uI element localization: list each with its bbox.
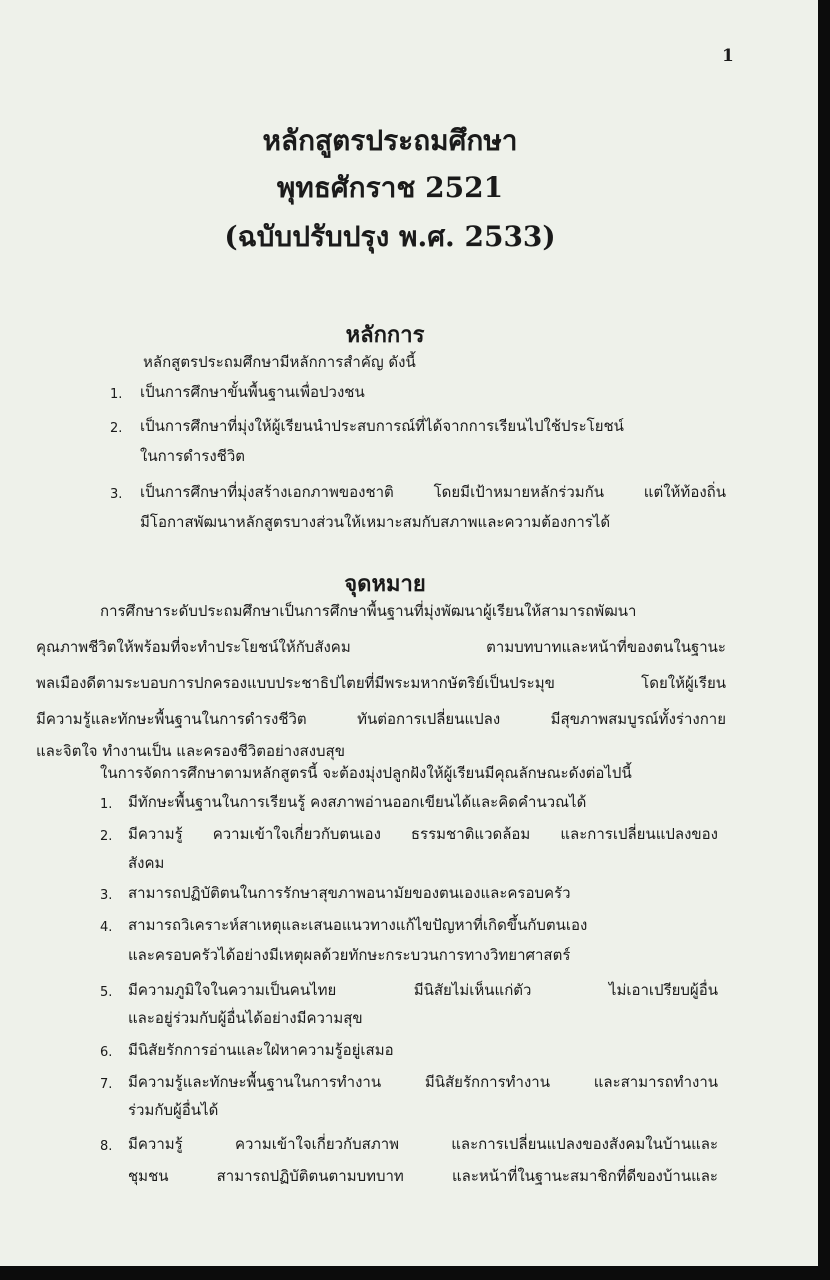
objective-item-2-line-1: มีความรู้ ความเข้าใจเกี่ยวกับตนเอง ธรรมชาติแวดล้อม และการเปลี่ยนแปลงของ — [128, 825, 718, 843]
document-title-line-2: พุทธศักราช 2521 — [276, 171, 504, 204]
objective-number: 6. — [100, 1045, 113, 1060]
objective-number: 2. — [100, 829, 113, 844]
objectives-intro: ในการจัดการศึกษาตามหลักสูตรนี้ จะต้องมุ่งปลูกฝังให้ผู้เรียนมีคุณลักษณะดังต่อไปนี้ — [100, 764, 632, 782]
objective-item-6: มีนิสัยรักการอ่านและใฝ่หาความรู้อยู่เสมอ — [128, 1041, 394, 1059]
principles-intro: หลักสูตรประถมศึกษามีหลักการสำคัญ ดังนี้ — [143, 353, 416, 371]
principle-number: 2. — [110, 421, 123, 436]
objectives-paragraph-line-4: มีความรู้และทักษะพื้นฐานในการดำรงชีวิต ทันต่อการเปลี่ยนแปลง มีสุขภาพสมบูรณ์ทั้งร่างกาย — [36, 710, 726, 728]
objectives-paragraph-line-1: การศึกษาระดับประถมศึกษาเป็นการศึกษาพื้นฐานที่มุ่งพัฒนาผู้เรียนให้สามารถพัฒนา — [100, 602, 637, 620]
objective-item-2-line-2: สังคม — [128, 854, 165, 872]
objective-number: 4. — [100, 920, 113, 935]
principle-item-3-line-1: เป็นการศึกษาที่มุ่งสร้างเอกภาพของชาติ โดยมีเป้าหมายหลักร่วมกัน แต่ให้ท้องถิ่น — [140, 483, 726, 501]
principle-number: 1. — [110, 387, 123, 402]
objective-item-4-line-2: และครอบครัวได้อย่างมีเหตุผลด้วยทักษะกระบวนการทางวิทยาศาสตร์ — [128, 946, 571, 964]
objective-item-7-line-2: ร่วมกับผู้อื่นได้ — [128, 1101, 219, 1119]
objectives-paragraph-line-5: และจิตใจ ทำงานเป็น และครองชีวิตอย่างสงบสุข — [36, 742, 345, 760]
principle-item-3-line-2: มีโอกาสพัฒนาหลักสูตรบางส่วนให้เหมาะสมกับสภาพและความต้องการได้ — [140, 513, 611, 531]
page-number: 1 — [722, 46, 734, 66]
objective-item-5-line-2: และอยู่ร่วมกับผู้อื่นได้อย่างมีความสุข — [128, 1009, 363, 1027]
objective-item-5-line-1: มีความภูมิใจในความเป็นคนไทย มีนิสัยไม่เห็นแก่ตัว ไม่เอาเปรียบผู้อื่น — [128, 981, 718, 999]
objective-item-4-line-1: สามารถวิเคราะห์สาเหตุและเสนอแนวทางแก้ไขปัญหาที่เกิดขึ้นกับตนเอง — [128, 916, 588, 934]
objectives-heading: จุดหมาย — [344, 571, 426, 597]
document-title-line-1: หลักสูตรประถมศึกษา — [262, 124, 518, 157]
objective-number: 3. — [100, 888, 113, 903]
objective-item-7-line-1: มีความรู้และทักษะพื้นฐานในการทำงาน มีนิสัยรักการทำงาน และสามารถทำงาน — [128, 1073, 718, 1091]
principle-item-2-line-1: เป็นการศึกษาที่มุ่งให้ผู้เรียนนำประสบการณ์ที่ได้จากการเรียนไปใช้ประโยชน์ — [140, 417, 624, 435]
objective-number: 7. — [100, 1077, 113, 1092]
objective-number: 8. — [100, 1139, 113, 1154]
principle-number: 3. — [110, 487, 123, 502]
objective-item-3: สามารถปฏิบัติตนในการรักษาสุขภาพอนามัยของตนเองและครอบครัว — [128, 884, 571, 902]
objective-item-8-line-2: ชุมชน สามารถปฏิบัติตนตามบทบาท และหน้าที่ในฐานะสมาชิกที่ดีของบ้านและ — [128, 1167, 718, 1185]
objective-number: 5. — [100, 985, 113, 1000]
objective-item-8-line-1: มีความรู้ ความเข้าใจเกี่ยวกับสภาพ และการเปลี่ยนแปลงของสังคมในบ้านและ — [128, 1135, 718, 1153]
document-title-line-3: (ฉบับปรับปรุง พ.ศ. 2533) — [224, 220, 556, 253]
objectives-paragraph-line-2: คุณภาพชีวิตให้พร้อมที่จะทำประโยชน์ให้กับสังคม ตามบทบาทและหน้าที่ของตนในฐานะ — [36, 638, 726, 656]
principle-item-2-line-2: ในการดำรงชีวิต — [140, 447, 246, 465]
objective-number: 1. — [100, 797, 113, 812]
principles-heading: หลักการ — [345, 322, 425, 348]
objectives-paragraph-line-3: พลเมืองดีตามระบอบการปกครองแบบประชาธิปไตยที่มีพระมหากษัตริย์เป็นประมุข โดยให้ผู้เรียน — [36, 674, 726, 692]
objective-item-1: มีทักษะพื้นฐานในการเรียนรู้ คงสภาพอ่านออกเขียนได้และคิดคำนวณได้ — [128, 793, 587, 811]
principle-item-1: เป็นการศึกษาขั้นพื้นฐานเพื่อปวงชน — [140, 383, 365, 401]
